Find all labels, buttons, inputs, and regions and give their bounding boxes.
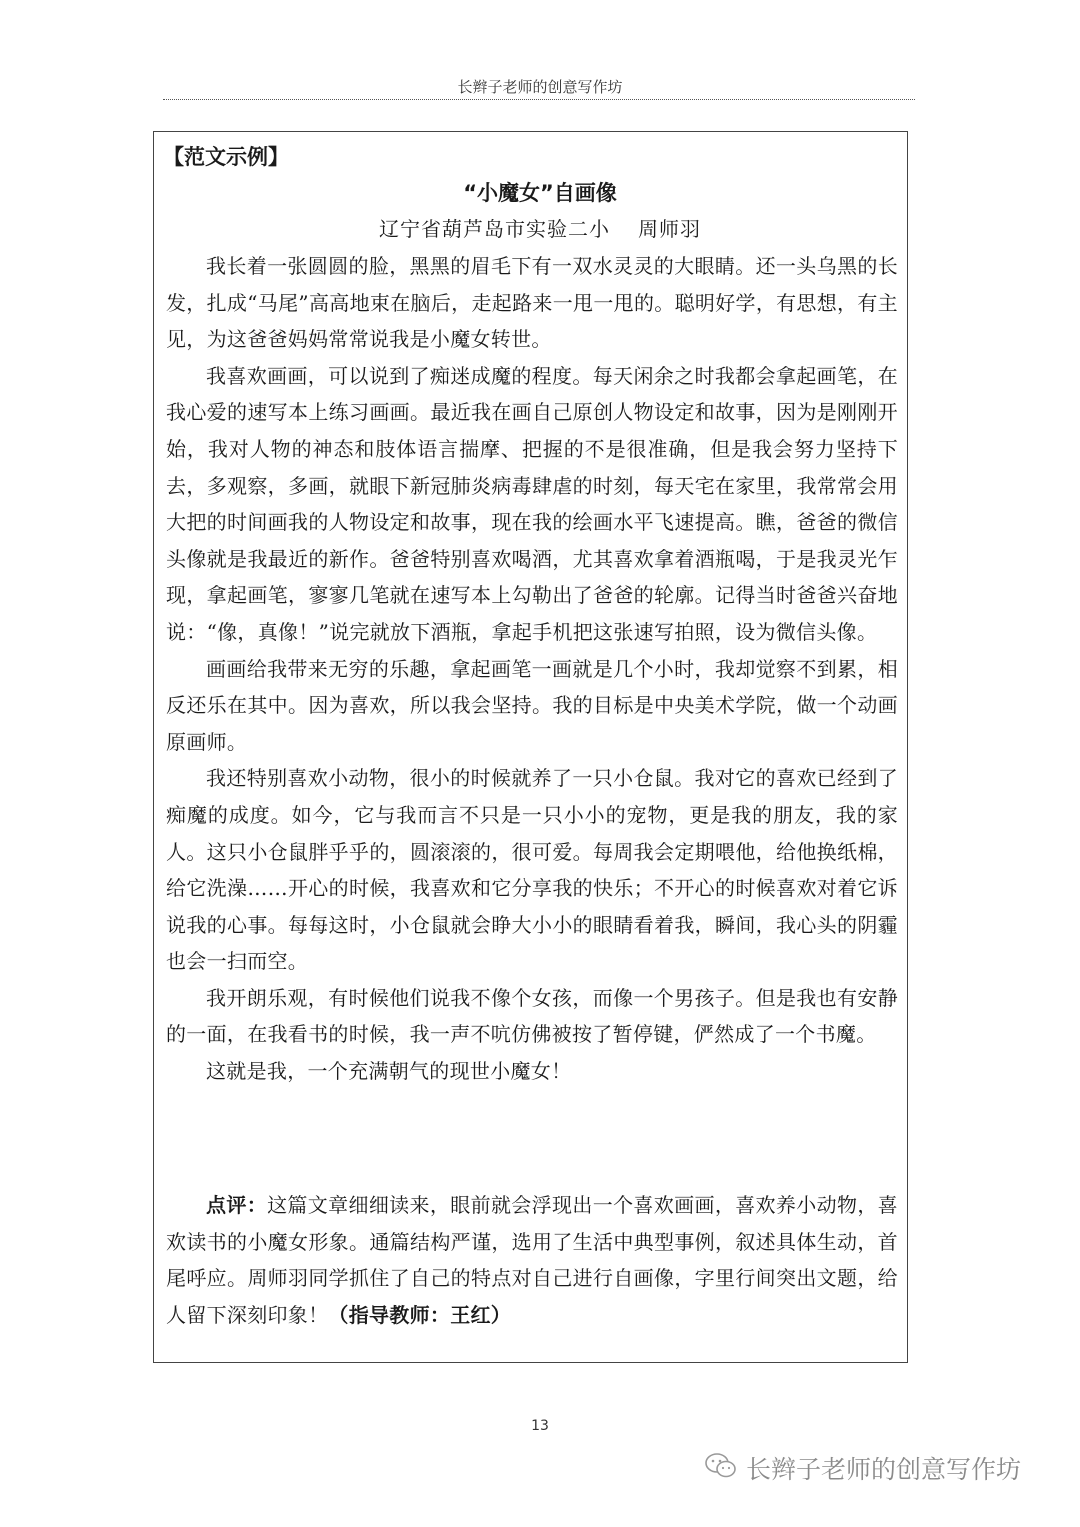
essay-paragraph: 我开朗乐观，有时候他们说我不像个女孩，而像一个男孩子。但是我也有安静的一面，在我看书的时候，我一声不吭仿佛被按了暂停键，俨然成了一个书魔。 xyxy=(166,985,898,1047)
review-section xyxy=(166,1187,898,1333)
review-text: 这篇文章细细读来，眼前就会浮现出一个喜欢画画，喜欢养小动物，喜欢读书的小魔女形象。通篇结构严谨，选用了生活中典型事例，叙述具体生动，首尾呼应。周师羽同学抓住了自己的特点对自己进行自画像，字里行间突出文题，给人留下深刻印象！ xyxy=(166,1193,898,1327)
essay-paragraph: 我还特别喜欢小动物，很小的时候就养了一只小仓鼠。我对它的喜欢已经到了痴魔的成度。如今，它与我而言不只是一只小小的宠物，更是我的朋友，我的家人。这只小仓鼠胖乎乎的，圆滚滚的，很可爱。每周我会定期喂他，给他换纸棉，给它洗澡……开心的时候，我喜欢和它分享我的快乐；不开心的时候喜欢对着它诉说我的心事。每每这时，小仓鼠就会睁大小小的眼睛看着我，瞬间，我心头的阴霾也会一扫而空。 xyxy=(166,766,898,974)
review-paragraph xyxy=(166,1187,898,1333)
byline xyxy=(0,213,1080,242)
essay-title: “小魔女”自画像 xyxy=(463,181,617,205)
author-school: 辽宁省葫芦岛市实验二小 xyxy=(379,217,610,241)
essay-paragraph: 我喜欢画画，可以说到了痴迷成魔的程度。每天闲余之时我都会拿起画笔，在我心爱的速写本上练习画画。最近我在画自己原创人物设定和故事，因为是刚刚开始，我对人物的神态和肢体语言揣摩、把握的不是很准确，但是我会努力坚持下去，多观察，多画，就眼下新冠肺炎病毒肆虐的时刻，每天宅在家里，我常常会用大把的时间画我的人物设定和故事，现在我的绘画水平飞速提高。瞧，爸爸的微信头像就是我最近的新作。爸爸特别喜欢喝酒，尤其喜欢拿着酒瓶喝，于是我灵光乍现，拿起画笔，寥寥几笔就在速写本上勾勒出了爸爸的轮廓。记得当时爸爸兴奋地说：“像，真像！”说完就放下酒瓶，拿起手机把这张速写拍照，设为微信头像。 xyxy=(166,363,898,644)
watermark xyxy=(704,1448,1021,1488)
essay-paragraph: 这就是我，一个充满朝气的现世小魔女！ xyxy=(206,1059,572,1084)
author-name: 周师羽 xyxy=(638,217,701,241)
essay-body xyxy=(166,248,898,1090)
page-number: 13 xyxy=(531,1418,549,1434)
wechat-icon xyxy=(704,1451,738,1485)
review-teacher: （指导教师：王红） xyxy=(328,1302,512,1327)
essay-paragraph: 我长着一张圆圆的脸，黑黑的眉毛下有一双水灵灵的大眼睛。还一头乌黑的长发，扎成“马尾”高高地束在脑后，走起路来一甩一甩的。聪明好学，有思想，有主见，为这爸爸妈妈常常说我是小魔女转世。 xyxy=(166,254,898,352)
header-divider xyxy=(163,99,915,100)
review-label: 点评： xyxy=(206,1193,268,1217)
header-title: 长辫子老师的创意写作坊 xyxy=(457,78,623,96)
essay-paragraph: 画画给我带来无穷的乐趣，拿起画笔一画就是几个小时，我却觉察不到累，相反还乐在其中。因为喜欢，所以我会坚持。我的目标是中央美术学院，做一个动画原画师。 xyxy=(166,656,898,754)
watermark-text: 长辫子老师的创意写作坊 xyxy=(746,1455,1022,1484)
section-label: 【范文示例】 xyxy=(163,145,289,169)
